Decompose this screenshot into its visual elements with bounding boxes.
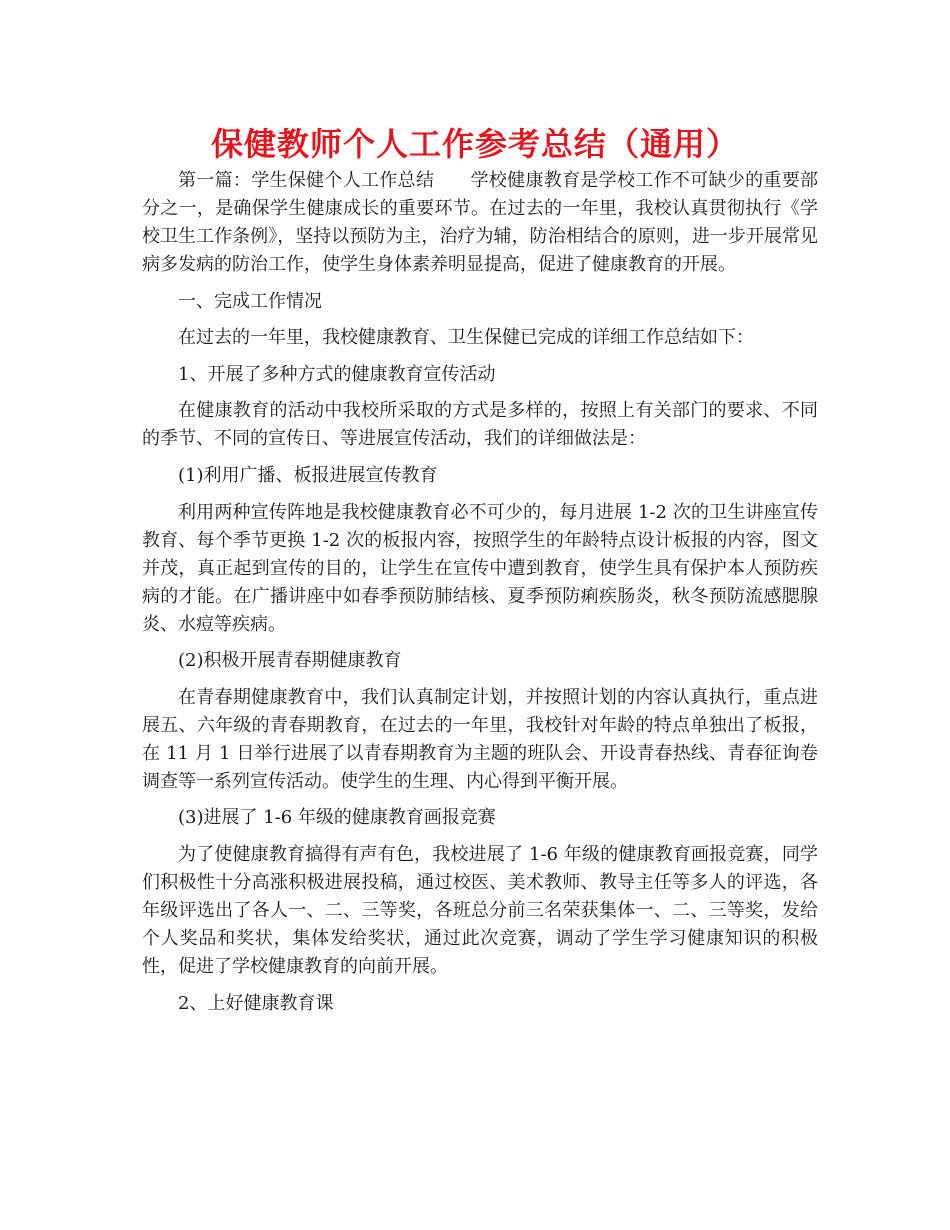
item-heading: (1)利用广播、板报进展宣传教育 <box>178 464 438 486</box>
paragraph: 在过去的一年里，我校健康教育、卫生保健已完成的详细工作总结如下： <box>178 327 754 349</box>
subsection-heading: 1、开展了多种方式的健康教育宣传活动 <box>178 363 496 385</box>
document-body <box>142 167 818 1026</box>
paragraph: 为了使健康教育搞得有声有色，我校进展了 1-6 年级的健康教育画报竞赛，同学们积极性十分高涨积极进展投稿，通过校医、美术教师、教导主任等多人的评选，各年级评选出了各人一、二、三等奖，各班总分前三名荣获集体一、二、三等奖，发给个人奖品和奖状，集体发给奖状，通过此次竞赛，调动了学生学习健康知识的积极性，促进了学校健康教育的向前开展。 <box>142 843 818 977</box>
item-heading: (2)积极开展青春期健康教育 <box>178 650 402 672</box>
intro-lead: 第一篇：学生保健个人工作总结 <box>178 170 435 191</box>
intro-paragraph <box>142 167 818 279</box>
document-title: 保健教师个人工作参考总结（通用） <box>210 125 739 163</box>
paragraph: 利用两种宣传阵地是我校健康教育必不可少的，每月进展 1-2 次的卫生讲座宣传教育、每个季节更换 1-2 次的板报内容，按照学生的年龄特点设计板报的内容，图文并茂，真正起到宣传的目的，让学生在宣传中遭到教育，使学生具有保护本人预防疾病的才能。在广播讲座中如春季预防肺结核、夏季预防痢疾肠炎，秋冬预防流感腮腺炎、水痘等疾病。 <box>142 501 818 635</box>
subsection-heading: 2、上好健康教育课 <box>178 992 334 1014</box>
paragraph: 在健康教育的活动中我校所采取的方式是多样的，按照上有关部门的要求、不同的季节、不同的宣传日、等进展宣传活动，我们的详细做法是： <box>142 400 818 450</box>
item-heading: (3)进展了 1-6 年级的健康教育画报竞赛 <box>178 807 496 829</box>
intro-rest: 学校健康教育是学校工作不可缺少的重要部分之一，是确保学生健康成长的重要环节。在过去的一年里，我校认真贯彻执行《学校卫生工作条例》，坚持以预防为主，治疗为辅，防治相结合的原则，进一步开展常见病多发病的防治工作，使学生身体素养明显提高，促进了健康教育的开展。 <box>142 170 819 275</box>
section-heading-work-status: 一、完成工作情况 <box>178 290 322 312</box>
paragraph: 在青春期健康教育中，我们认真制定计划，并按照计划的内容认真执行，重点进展五、六年级的青春期教育，在过去的一年里，我校针对年龄的特点单独出了板报，在 11 月 1 日举行进展了以青春期教育为主题的班队会、开设青春热线、青春征询卷调查等一系列宣传活动。使学生的生理、内心得到平衡开展。 <box>142 686 818 792</box>
